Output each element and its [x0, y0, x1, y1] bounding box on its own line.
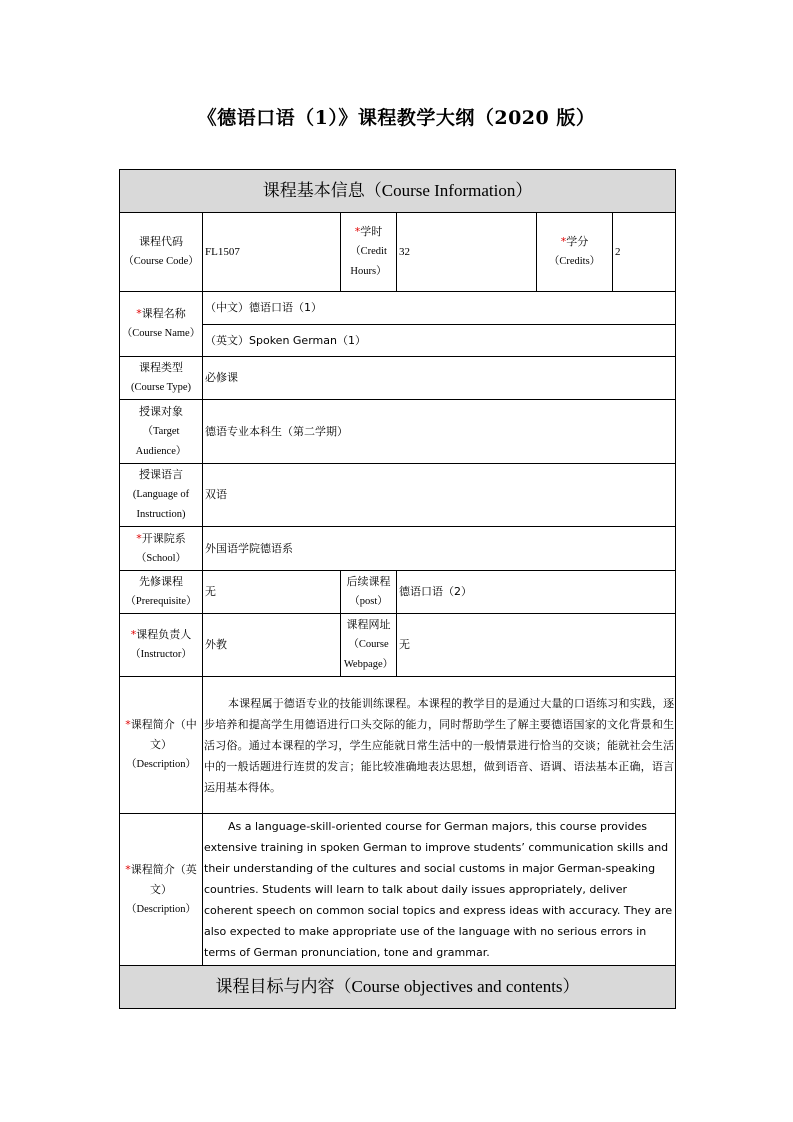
section-header-row-2 — [120, 966, 676, 1009]
description-en-row — [120, 814, 676, 966]
course-type-label: 课程类型 (Course Type) — [120, 357, 203, 400]
page-title: 《德语口语（1）》课程教学大纲（2020 版） — [197, 107, 596, 129]
course-name-cn-value: （中文）德语口语（1） — [203, 292, 676, 325]
course-name-label: *课程名称 （Course Name） — [120, 292, 203, 357]
credits-value: 2 — [613, 213, 676, 292]
prerequisite-label: 先修课程 （Prerequisite） — [120, 571, 203, 614]
description-cn-label: *课程简介（中文） （Description） — [120, 677, 203, 814]
course-name-row-cn — [120, 292, 676, 325]
instructor-value: 外教 — [203, 614, 341, 677]
school-label: *开课院系 （School） — [120, 527, 203, 571]
target-audience-row — [120, 400, 676, 464]
description-cn-row — [120, 677, 676, 814]
instructor-webpage-row — [120, 614, 676, 677]
instruction-language-row — [120, 464, 676, 527]
section-course-information: 课程基本信息（Course Information） — [120, 170, 676, 213]
section-header-row — [120, 170, 676, 213]
instruction-language-label: 授课语言 (Language of Instruction) — [120, 464, 203, 527]
target-audience-value: 德语专业本科生（第二学期） — [203, 400, 676, 464]
prereq-post-row — [120, 571, 676, 614]
course-webpage-value: 无 — [397, 614, 676, 677]
credits-label: *学分 （Credits） — [537, 213, 613, 292]
course-code-label: 课程代码 （Course Code） — [120, 213, 203, 292]
target-audience-label: 授课对象 （Target Audience） — [120, 400, 203, 464]
instruction-language-value: 双语 — [203, 464, 676, 527]
school-row — [120, 527, 676, 571]
school-value: 外国语学院德语系 — [203, 527, 676, 571]
course-info-table — [119, 169, 676, 1009]
post-course-value: 德语口语（2） — [397, 571, 676, 614]
section-course-objectives: 课程目标与内容（Course objectives and contents） — [120, 966, 676, 1009]
course-type-value: 必修课 — [203, 357, 676, 400]
description-cn-text: 本课程属于德语专业的技能训练课程。本课程的教学目的是通过大量的口语练习和实践，逐步培养和提高学生用德语进行口头交际的能力，同时帮助学生了解主要德语国家的文化背景和生活习俗。通过本课程的学习，学生应能就日常生活中的一般情景进行恰当的交谈；能就社会生活中的一般话题进行连贯的发言；能比较准确地表达思想，做到语音、语调、语法基本正确，语言运用基本得体。 — [203, 677, 676, 814]
credit-hours-label: *学时 （Credit Hours） — [341, 213, 397, 292]
prerequisite-value: 无 — [203, 571, 341, 614]
credit-hours-value: 32 — [397, 213, 537, 292]
instructor-label: *课程负责人 （Instructor） — [120, 614, 203, 677]
course-code-value: FL1507 — [203, 213, 341, 292]
code-hours-credits-row — [120, 213, 676, 292]
course-webpage-label: 课程网址 （Course Webpage） — [341, 614, 397, 677]
description-en-text: As a language-skill-oriented course for German majors, this course provides extensive training in spoken German to improve students’ communication skills and their understanding of the cultures and social customs in major German-speaking countries. Students will learn to talk about daily issues appropriately, deliver coherent speech on common social topics and express ideas with accuracy. They are also expected to make appropriate use of the language with no serious errors in terms of German pronunciation, tone and grammar. — [203, 814, 676, 966]
post-course-label: 后续课程 （post） — [341, 571, 397, 614]
course-type-row — [120, 357, 676, 400]
course-name-en-value: （英文）Spoken German（1） — [203, 325, 676, 357]
description-en-label: *课程简介（英文） （Description） — [120, 814, 203, 966]
course-name-row-en — [120, 325, 676, 357]
